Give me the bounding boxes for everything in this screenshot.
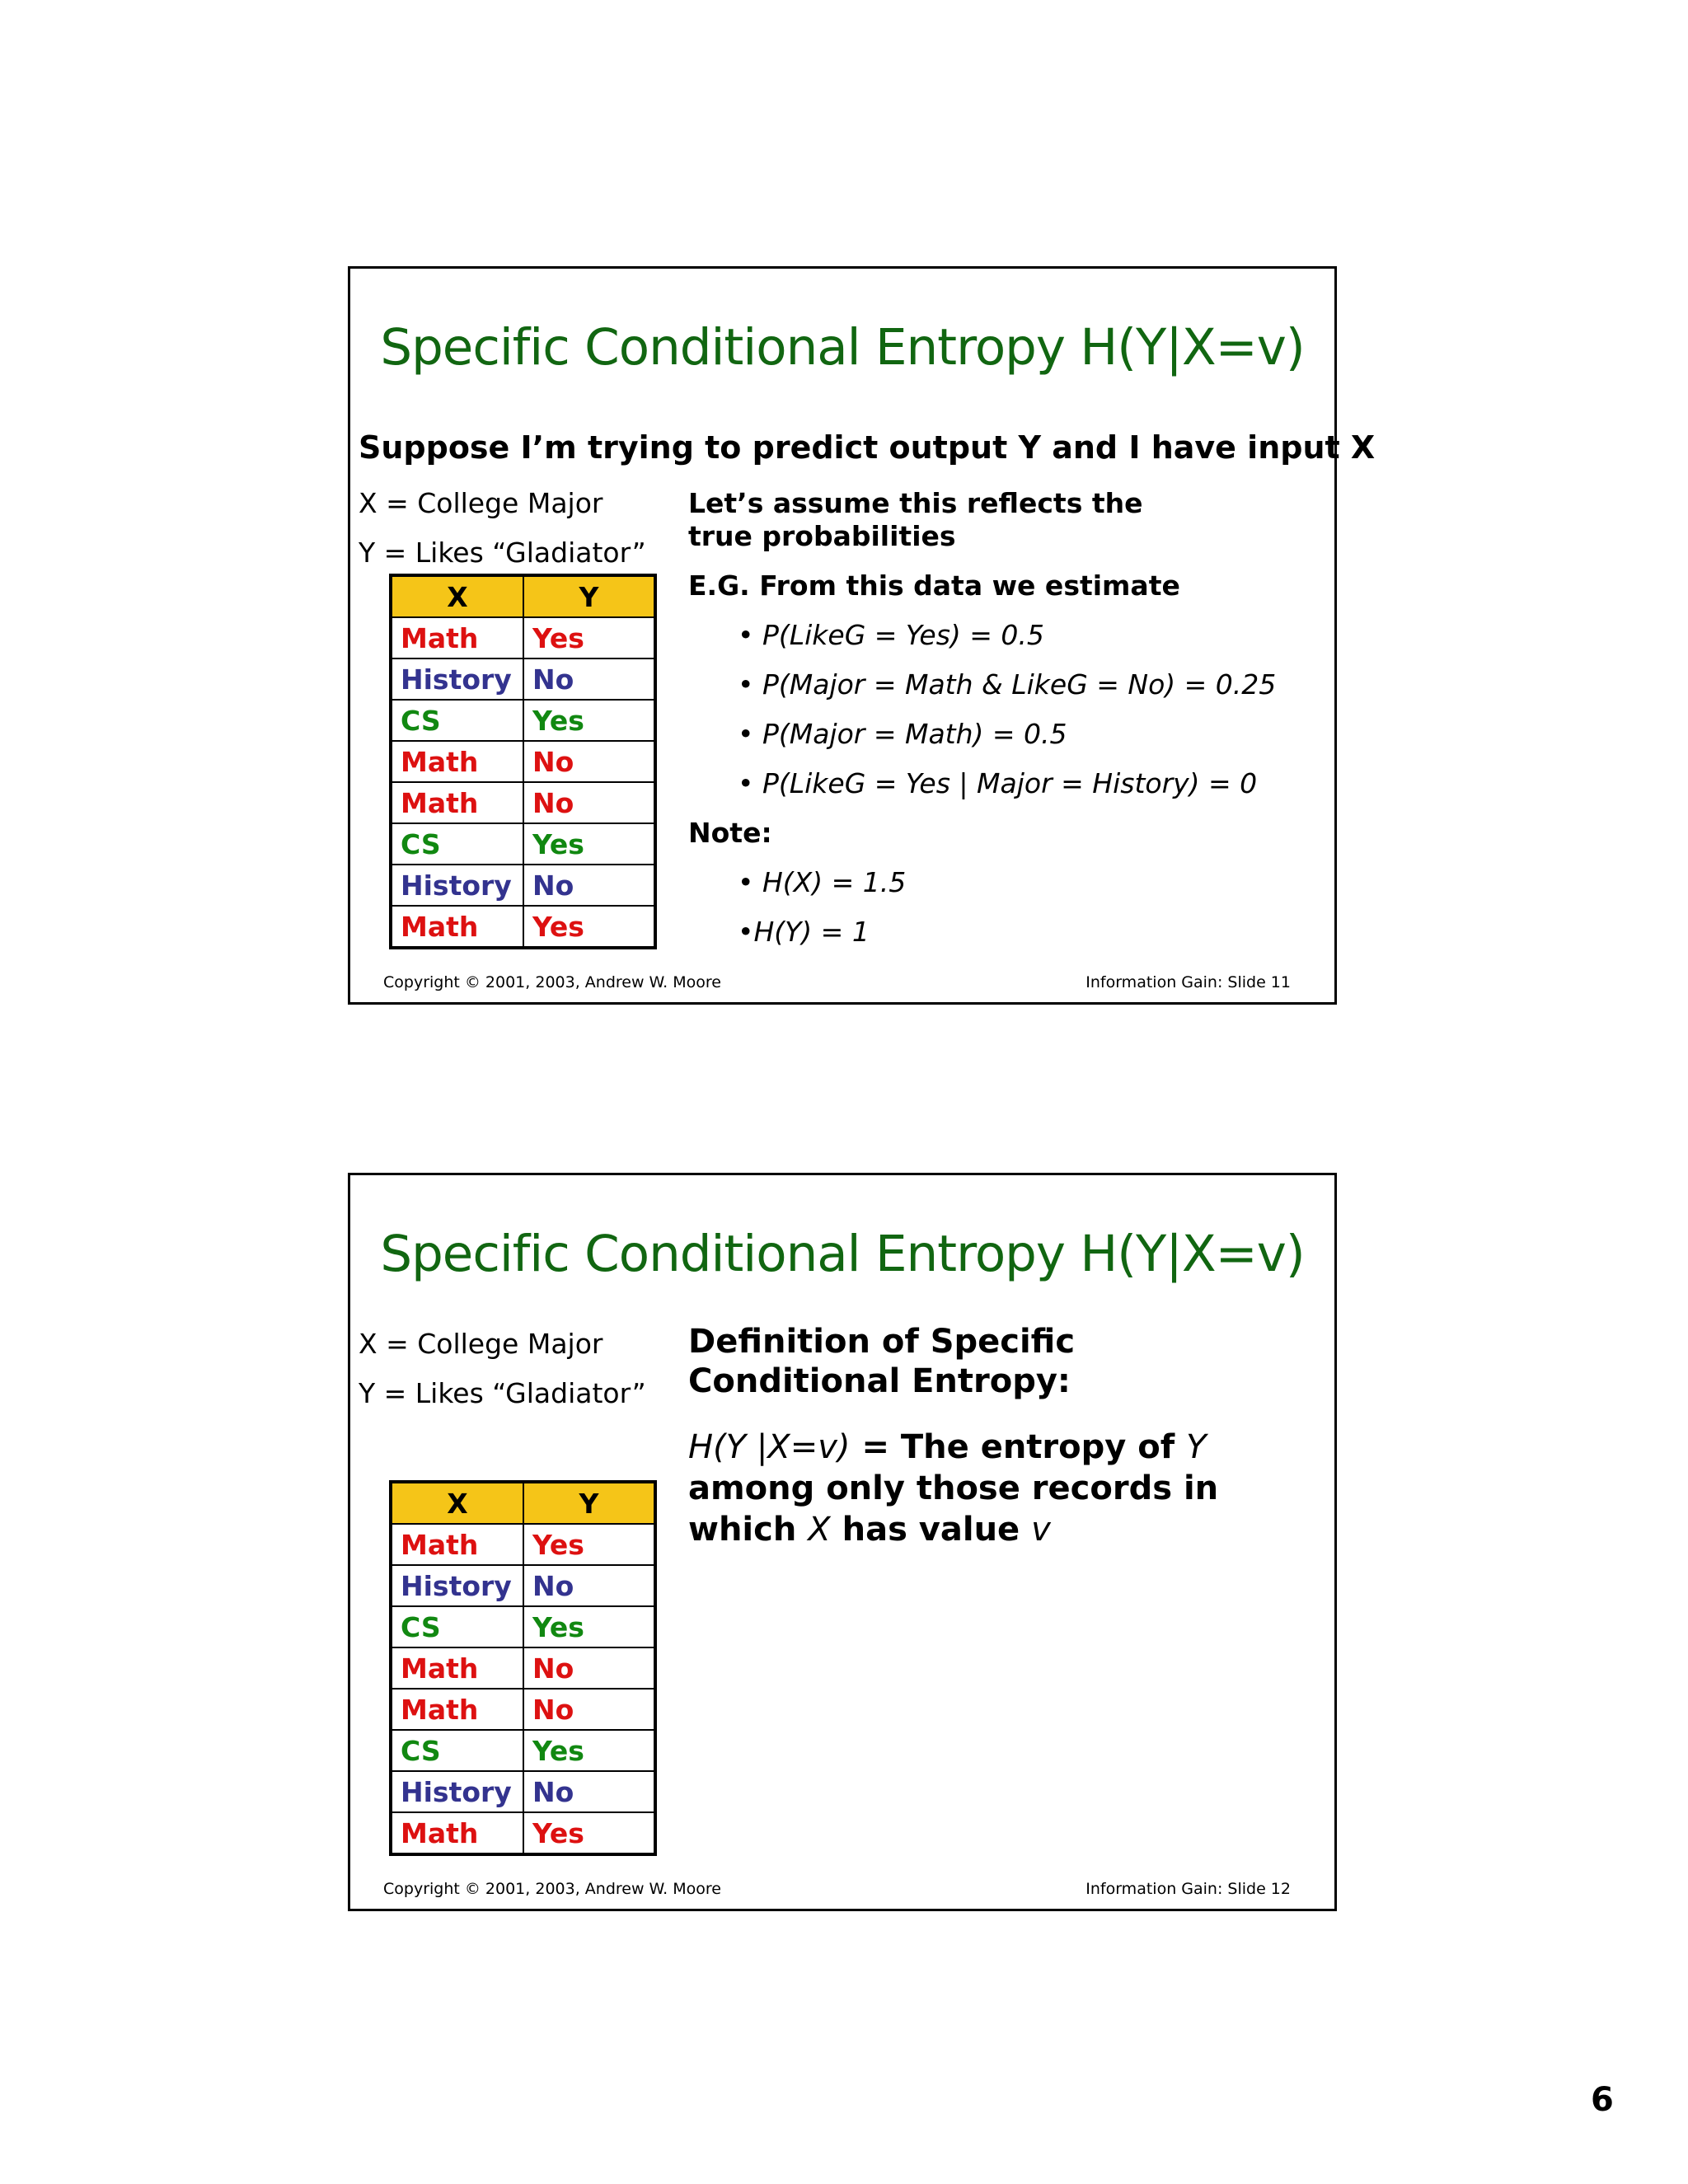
cell-x: Math (391, 1689, 523, 1730)
cell-x: Math (391, 906, 523, 948)
y-definition: Y = Likes “Gladiator” (359, 537, 646, 569)
header-y: Y (523, 575, 655, 617)
x-definition: X = College Major (359, 1328, 603, 1360)
cell-y: Yes (523, 823, 655, 865)
cell-y: Yes (523, 1606, 655, 1647)
definition-y: Y (1186, 1428, 1207, 1466)
cell-x: Math (391, 741, 523, 782)
cell-y: No (523, 1771, 655, 1812)
definition-mid: among only those records in which (688, 1469, 1219, 1549)
estimate-item: • P(Major = Math & LikeG = No) = 0.25 (738, 668, 1277, 701)
x-definition: X = College Major (359, 487, 603, 519)
estimate-text: E.G. From this data we estimate (688, 569, 1180, 602)
table-row (391, 741, 655, 782)
cell-x: CS (391, 1730, 523, 1771)
header-x: X (391, 575, 523, 617)
estimate-item: • P(LikeG = Yes | Major = History) = 0 (738, 767, 1258, 799)
cell-x: CS (391, 700, 523, 741)
table-row (391, 1647, 655, 1689)
slide-title: Specific Conditional Entropy H(Y|X=v) (380, 1225, 1305, 1283)
cell-y: Yes (523, 1730, 655, 1771)
note-label: Note: (688, 817, 772, 849)
definition-body (688, 1427, 1298, 1550)
cell-y: No (523, 865, 655, 906)
estimate-item: • P(Major = Math) = 0.5 (738, 718, 1067, 750)
table-row (391, 782, 655, 823)
cell-x: History (391, 658, 523, 700)
cell-y: Yes (523, 617, 655, 658)
note-item: • H(X) = 1.5 (738, 866, 907, 898)
header-y: Y (523, 1482, 655, 1524)
footer-copyright: Copyright © 2001, 2003, Andrew W. Moore (383, 973, 721, 991)
table-row (391, 1606, 655, 1647)
cell-y: No (523, 1647, 655, 1689)
definition-eq: = The entropy of (850, 1428, 1187, 1466)
intro-text: Suppose I’m trying to predict output Y and I have input X (359, 429, 1376, 466)
cell-y: Yes (523, 1524, 655, 1565)
cell-y: Yes (523, 700, 655, 741)
table-row (391, 1812, 655, 1854)
slide-title: Specific Conditional Entropy H(Y|X=v) (380, 318, 1305, 377)
data-table (389, 1480, 657, 1856)
cell-y: No (523, 741, 655, 782)
definition-formula: H(Y |X=v) (688, 1428, 851, 1466)
y-definition: Y = Likes “Gladiator” (359, 1377, 646, 1409)
table-row (391, 1730, 655, 1771)
cell-y: No (523, 782, 655, 823)
cell-y: Yes (523, 906, 655, 948)
definition-x: X (808, 1511, 831, 1549)
definition-has: has value (830, 1511, 1032, 1549)
table-row (391, 1565, 655, 1606)
cell-x: Math (391, 617, 523, 658)
data-table (389, 574, 657, 949)
table-row (391, 658, 655, 700)
table-row (391, 823, 655, 865)
cell-y: No (523, 1689, 655, 1730)
cell-x: CS (391, 823, 523, 865)
page-number: 6 (1591, 2081, 1614, 2119)
footer-copyright: Copyright © 2001, 2003, Andrew W. Moore (383, 1880, 721, 1898)
table-row (391, 1771, 655, 1812)
table-row (391, 1689, 655, 1730)
cell-y: No (523, 1565, 655, 1606)
cell-y: Yes (523, 1812, 655, 1854)
assume-text: Let’s assume this reflects the true probabilities (688, 487, 1143, 552)
table-header-row (391, 1482, 655, 1524)
cell-x: History (391, 865, 523, 906)
cell-x: History (391, 1771, 523, 1812)
table-header-row (391, 575, 655, 617)
table-row (391, 617, 655, 658)
cell-x: Math (391, 782, 523, 823)
table-row (391, 906, 655, 948)
table-row (391, 1524, 655, 1565)
cell-x: Math (391, 1812, 523, 1854)
header-x: X (391, 1482, 523, 1524)
table-row (391, 700, 655, 741)
cell-x: Math (391, 1647, 523, 1689)
slide-12 (348, 1173, 1337, 1911)
estimate-item: • P(LikeG = Yes) = 0.5 (738, 619, 1044, 651)
footer-slide-number: Information Gain: Slide 12 (1085, 1880, 1291, 1898)
cell-x: Math (391, 1524, 523, 1565)
cell-x: CS (391, 1606, 523, 1647)
definition-v: v (1031, 1511, 1051, 1549)
cell-x: History (391, 1565, 523, 1606)
definition-heading: Definition of Specific Conditional Entropy: (688, 1323, 1076, 1400)
cell-y: No (523, 658, 655, 700)
footer-slide-number: Information Gain: Slide 11 (1085, 973, 1291, 991)
slide-11 (348, 266, 1376, 1005)
table-row (391, 865, 655, 906)
note-item: •H(Y) = 1 (738, 916, 870, 948)
